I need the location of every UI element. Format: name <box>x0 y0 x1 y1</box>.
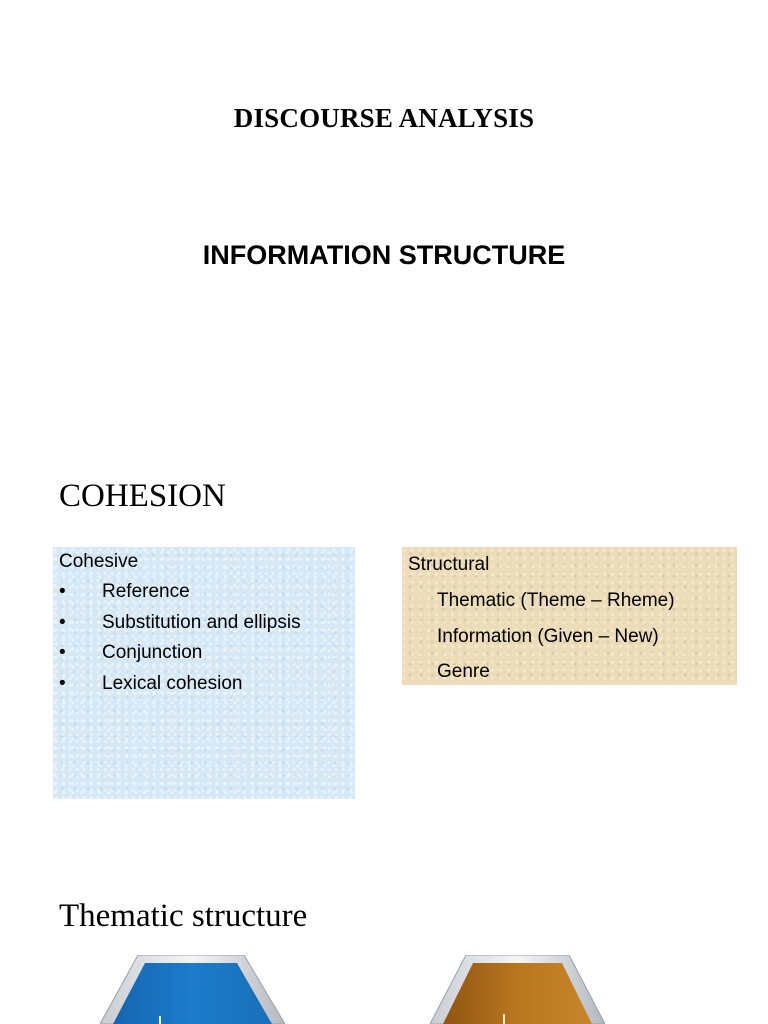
cohesion-heading: COHESION <box>59 478 226 514</box>
shape-glyph <box>503 1014 505 1024</box>
page-subtitle: INFORMATION STRUCTURE <box>202 240 566 270</box>
brown-shape <box>430 955 605 1024</box>
list-item: Genre <box>437 661 490 682</box>
bullet-icon: • <box>59 611 66 633</box>
list-item: Information (Given – New) <box>437 625 659 647</box>
blue-shape <box>100 955 285 1024</box>
structural-box-heading: Structural <box>408 554 490 575</box>
page-title: DISCOURSE ANALYSIS <box>233 103 535 133</box>
bullet-icon: • <box>59 581 66 602</box>
structural-box <box>402 547 737 685</box>
shape-glyph <box>159 1016 161 1024</box>
bullet-icon: • <box>59 642 66 663</box>
structural-list <box>437 583 675 690</box>
bullet-icon: • <box>59 672 66 694</box>
thematic-heading: Thematic structure <box>59 898 308 934</box>
cohesive-box-heading: Cohesive <box>59 551 139 572</box>
cohesive-box: Cohesive • Reference • Substitution and ellipsis • Conjunction • Lexical cohesion <box>53 547 355 799</box>
list-item: Thematic (Theme – Rheme) <box>437 590 675 611</box>
